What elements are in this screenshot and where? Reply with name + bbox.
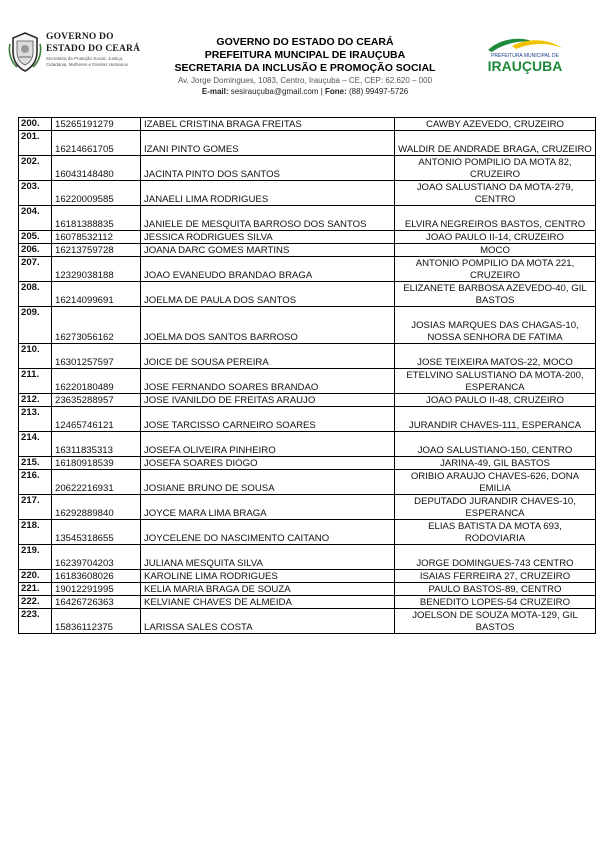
row-number: 215. [19,457,52,470]
row-address: ANTONIO POMPILIO DA MOTA 221, CRUZEIRO [395,257,596,282]
row-name: JOAO EVANEUDO BRANDAO BRAGA [141,257,395,282]
row-address: JOSE TEIXEIRA MATOS-22, MOCO [395,344,596,369]
row-number: 217. [19,495,52,520]
table-body [19,118,596,634]
row-name: JACINTA PINTO DOS SANTOS [141,156,395,181]
row-address: JOELSON DE SOUZA MOTA-129, GIL BASTOS [395,609,596,634]
email-value: sesirauçuba@gmail.com [230,87,319,96]
row-number: 201. [19,131,52,156]
phone-label: Fone: [325,87,347,96]
row-address: JURANDIR CHAVES-111, ESPERANCA [395,407,596,432]
row-number: 223. [19,609,52,634]
row-nis: 16220180489 [52,369,141,394]
header-title-line3: SECRETARIA DA INCLUSÃO E PROMOÇÃO SOCIAL [174,62,436,74]
row-name: JOICE DE SOUSA PEREIRA [141,344,395,369]
row-number: 216. [19,470,52,495]
row-address: JOAO PAULO II-48, CRUZEIRO [395,394,596,407]
row-nis: 16273056162 [52,307,141,344]
row-number: 214. [19,432,52,457]
table-row [19,257,596,282]
row-name [141,206,395,231]
table-row [19,545,596,570]
row-number: 221. [19,583,52,596]
row-address: ISAIAS FERREIRA 27, CRUZEIRO [395,570,596,583]
row-number: 204. [19,206,52,231]
row-address: WALDIR DE ANDRADE BRAGA, CRUZEIRO [395,131,596,156]
city-logo-name: IRAUÇUBA [487,58,563,74]
row-nis: 16301257597 [52,344,141,369]
row-name: LARISSA SALES COSTA [141,609,395,634]
row-nis: 12465746121 [52,407,141,432]
table-row [19,307,596,344]
row-address: JOAO SALUSTIANO DA MOTA-279, CENTRO [395,181,596,206]
gov-logo-line1: GOVERNO DO [46,32,114,42]
row-nis: 16311835313 [52,432,141,457]
beneficiary-table [18,117,592,634]
row-address: JORGE DOMINGUES-743 CENTRO [395,545,596,570]
table-row [19,244,596,257]
table-row [19,596,596,609]
row-address: JOSIAS MARQUES DAS CHAGAS-10, NOSSA SENHORA DE FATIMA [395,307,596,344]
row-name: JANAELI LIMA RODRIGUES [141,181,395,206]
row-number: 203. [19,181,52,206]
letterhead [140,36,470,97]
row-nis: 16213759728 [52,244,141,257]
row-address: ELIAS BATISTA DA MOTA 693, RODOVIARIA [395,520,596,545]
row-number: 212. [19,394,52,407]
row-number: 213. [19,407,52,432]
row-nis: 16214661705 [52,131,141,156]
row-nis: 19012291995 [52,583,141,596]
page-header [0,0,600,112]
table-row [19,231,596,244]
row-nis: 23635288957 [52,394,141,407]
row-number: 219. [19,545,52,570]
row-name: KAROLINE LIMA RODRIGUES [141,570,395,583]
city-logo-top-text: PREFEITURA MUNICIPAL DE [491,53,559,59]
header-address: Av. Jorge Domingues, 1083, Centro, Irauçuba – CE, CEP: 62.620 – 000 [177,76,433,85]
row-nis: 16239704203 [52,545,141,570]
row-number: 206. [19,244,52,257]
row-number: 200. [19,118,52,131]
ceara-crest-icon [8,30,42,74]
table-row [19,206,596,231]
table-row [19,394,596,407]
row-number: 222. [19,596,52,609]
row-number: 211. [19,369,52,394]
row-number: 208. [19,282,52,307]
row-address: JOAO PAULO II-14, CRUZEIRO [395,231,596,244]
row-number: 218. [19,520,52,545]
row-name: JOSE IVANILDO DE FREITAS ARAUJO [141,394,395,407]
row-name: JOSE TARCISSO CARNEIRO SOARES [141,407,395,432]
row-number: 220. [19,570,52,583]
row-address: ANTONIO POMPILIO DA MOTA 82, CRUZEIRO [395,156,596,181]
row-name: JOSE FERNANDO SOARES BRANDAO [141,369,395,394]
row-address: PAULO BASTOS-89, CENTRO [395,583,596,596]
contact-separator: | [320,87,323,96]
header-title-line2: PREFEITURA MUNCIPAL DE IRAUÇUBA [204,49,406,61]
gov-logo-line2: ESTADO DO CEARÁ [46,44,141,54]
row-nis: 16078532112 [52,231,141,244]
table-row [19,432,596,457]
gov-logo-subtitle: Secretaria da Proteção Social, Justiça, Cidadania, Mulheres e Direitos Humanos [46,56,129,67]
row-nis: 15836112375 [52,609,141,634]
row-number: 210. [19,344,52,369]
row-name: JOSEFA SOARES DIOGO [141,457,395,470]
row-nis: 16181388835 [52,206,141,231]
table-row [19,344,596,369]
row-nis: 12329038188 [52,257,141,282]
row-nis: 15265191279 [52,118,141,131]
row-nis: 16292889840 [52,495,141,520]
row-name: JOYCE MARA LIMA BRAGA [141,495,395,520]
table-row [19,495,596,520]
table-row [19,181,596,206]
row-number: 209. [19,307,52,344]
table-row [19,369,596,394]
header-title-line1: GOVERNO DO ESTADO DO CEARÁ [216,36,394,48]
row-nis: 16220009585 [52,181,141,206]
row-name: KELIA MARIA BRAGA DE SOUZA [141,583,395,596]
row-name: JOSIANE BRUNO DE SOUSA [141,470,395,495]
table-row [19,118,596,131]
table-row [19,520,596,545]
row-name: KELVIANE CHAVES DE ALMEIDA [141,596,395,609]
table-row [19,583,596,596]
row-address: DEPUTADO JURANDIR CHAVES-10, ESPERANCA [395,495,596,520]
row-nis: 16426726363 [52,596,141,609]
row-number: 207. [19,257,52,282]
email-label: E-mail: [201,87,229,96]
row-name: IZANI PINTO GOMES [141,131,395,156]
phone-value: (88) 99497-5726 [349,87,409,96]
state-government-logo-text [46,31,141,55]
row-address: BENEDITO LOPES-54 CRUZEIRO [395,596,596,609]
row-address: CAWBY AZEVEDO, CRUZEIRO [395,118,596,131]
row-name: IZABEL CRISTINA BRAGA FREITAS [141,118,395,131]
row-address: ELIZANETE BARBOSA AZEVEDO-40, GIL BASTOS [395,282,596,307]
row-address: MOCO [395,244,596,257]
table-row [19,470,596,495]
row-name: JOANA DARC GOMES MARTINS [141,244,395,257]
table-row [19,609,596,634]
row-name: JESSICA RODRIGUES SILVA [141,231,395,244]
header-contact [140,86,470,97]
row-number: 202. [19,156,52,181]
row-address: JOAO SALUSTIANO-150, CENTRO [395,432,596,457]
row-nis: 16183608026 [52,570,141,583]
row-nis: 16043148480 [52,156,141,181]
table-row [19,457,596,470]
table-row [19,282,596,307]
table-row [19,570,596,583]
table-row [19,131,596,156]
row-nis: 13545318655 [52,520,141,545]
state-government-logo [8,30,141,78]
row-address: JARINA-49, GIL BASTOS [395,457,596,470]
beneficiary-table-grid [18,117,596,634]
row-address: ETELVINO SALUSTIANO DA MOTA-200, ESPERANCA [395,369,596,394]
table-row [19,407,596,432]
row-nis: 16180918539 [52,457,141,470]
table-row [19,156,596,181]
row-nis: 16214099691 [52,282,141,307]
row-name: JOELMA DE PAULA DOS SANTOS [141,282,395,307]
row-name: JULIANA MESQUITA SILVA [141,545,395,570]
row-address: ORIBIO ARAUJO CHAVES-626, DONA EMILIA [395,470,596,495]
row-address: ELVIRA NEGREIROS BASTOS, CENTRO [395,206,596,231]
iraucuba-city-logo [482,36,568,78]
row-name-text: JANIELE DE MESQUITA BARROSO DOS SANTOS [144,218,367,230]
row-number: 205. [19,231,52,244]
row-name: JOELMA DOS SANTOS BARROSO [141,307,395,344]
row-name: JOYCELENE DO NASCIMENTO CAITANO [141,520,395,545]
row-nis: 20622216931 [52,470,141,495]
row-name: JOSEFA OLIVEIRA PINHEIRO [141,432,395,457]
